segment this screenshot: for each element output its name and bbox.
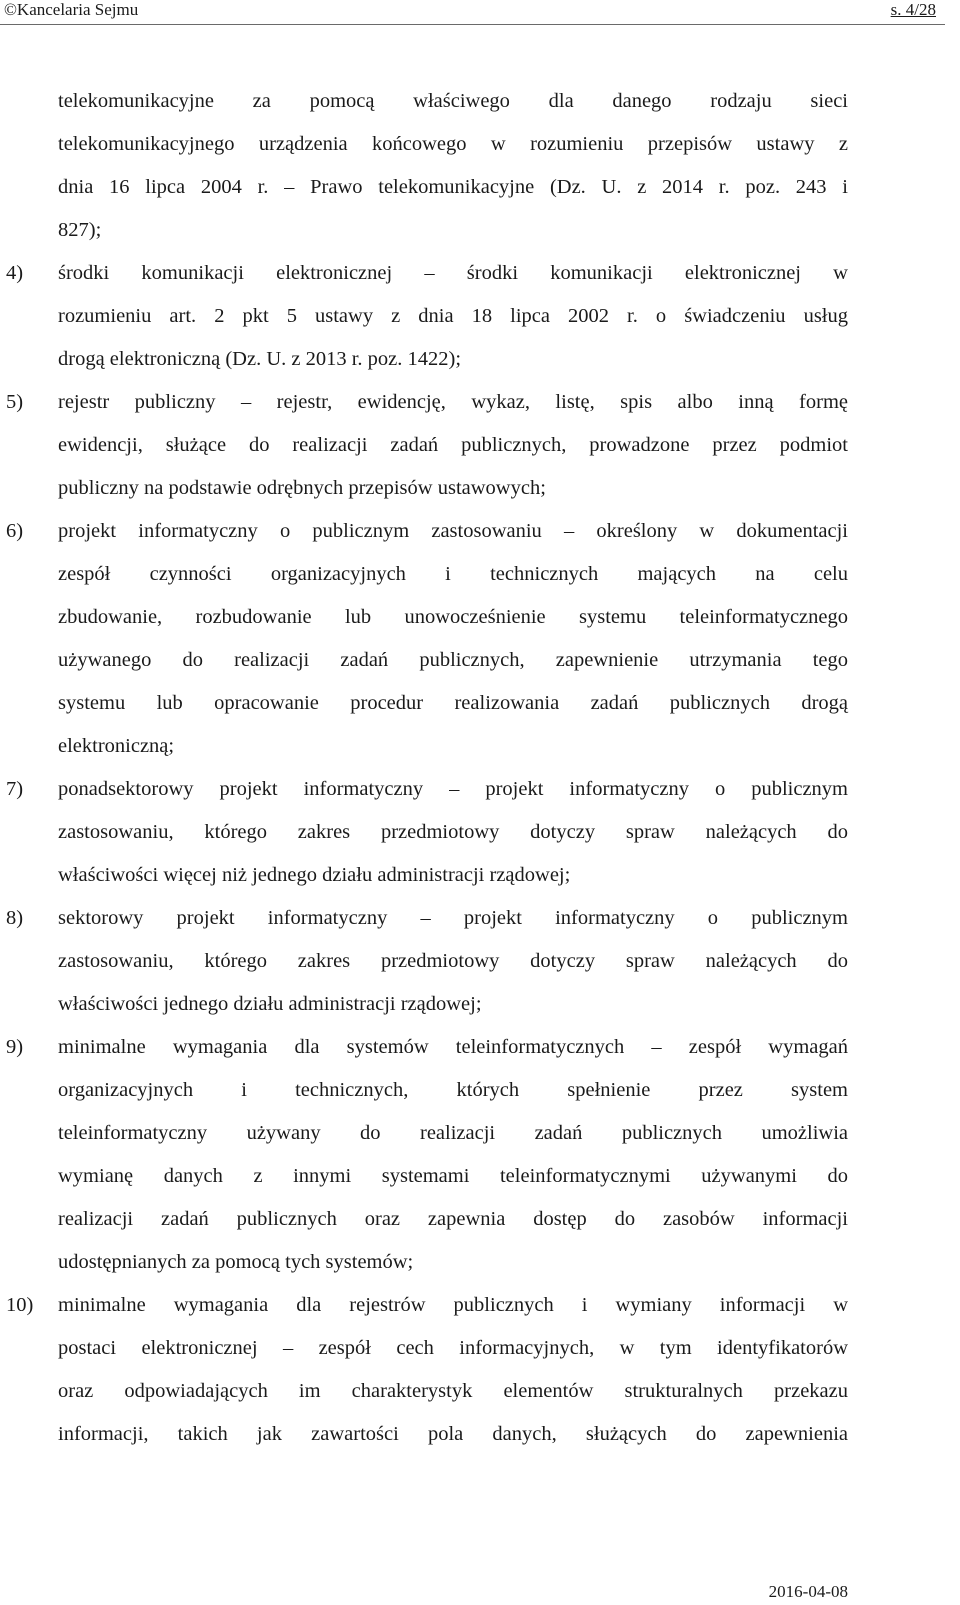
definition-line: systemu lub opracowanie procedur realizowania zadań publicznych drogą [58,692,848,714]
definition-line: minimalne wymagania dla rejestrów publicznych i wymiany informacji w [58,1294,848,1316]
definition-line: minimalne wymagania dla systemów teleinformatycznych – zespół wymagań [58,1036,848,1058]
definition-line: zbudowanie, rozbudowanie lub unowocześnienie systemu teleinformatycznego [58,606,848,628]
definition-line: projekt informatyczny o publicznym zastosowaniu – określony w dokumentacji [58,520,848,542]
definition-line: używanego do realizacji zadań publicznych, zapewnienie utrzymania tego [58,649,848,671]
definition-line: wymianę danych z innymi systemami teleinformatycznymi używanymi do [58,1165,848,1187]
definition-line: zastosowaniu, którego zakres przedmiotowy dotyczy spraw należących do [58,950,848,972]
definition-line: właściwości jednego działu administracji rządowej; [58,993,482,1015]
definition-line: zespół czynności organizacyjnych i technicznych mających na celu [58,563,848,585]
copyright-notice: ©Kancelaria Sejmu [4,0,139,19]
page-number-link[interactable] [891,0,936,20]
continuation-line: dnia 16 lipca 2004 r. – Prawo telekomunikacyjne (Dz. U. z 2014 r. poz. 243 i [58,176,848,198]
continuation-line: telekomunikacyjne za pomocą właściwego dla danego rodzaju sieci [58,90,848,112]
definition-line: teleinformatyczny używany do realizacji zadań publicznych umożliwia [58,1122,848,1144]
definition-line: publiczny na podstawie odrębnych przepisów ustawowych; [58,477,546,499]
item-number: 6) [6,520,24,542]
definition-line: realizacji zadań publicznych oraz zapewnia dostęp do zasobów informacji [58,1208,848,1230]
item-number: 5) [6,391,24,413]
definition-line: sektorowy projekt informatyczny – projekt informatyczny o publicznym [58,907,848,929]
definition-line: postaci elektronicznej – zespół cech informacyjnych, w tym identyfikatorów [58,1337,848,1359]
definition-line: ewidencji, służące do realizacji zadań publicznych, prowadzone przez podmiot [58,434,848,456]
definition-line: udostępnianych za pomocą tych systemów; [58,1251,414,1273]
document-date: 2016-04-08 [768,1582,848,1601]
page-number[interactable]: s. 4/28 [890,0,936,19]
item-number: 7) [6,778,24,800]
definition-line: rejestr publiczny – rejestr, ewidencję, wykaz, listę, spis albo inną formę [58,391,848,413]
definition-line: oraz odpowiadających im charakterystyk elementów strukturalnych przekazu [58,1380,848,1402]
definition-line: środki komunikacji elektronicznej – środki komunikacji elektronicznej w [58,262,848,284]
definition-line: rozumieniu art. 2 pkt 5 ustawy z dnia 18 lipca 2002 r. o świadczeniu usług [58,305,848,327]
item-number: 8) [6,907,24,929]
definition-line: informacji, takich jak zawartości pola danych, służących do zapewnienia [58,1423,848,1445]
definition-line: właściwości więcej niż jednego działu administracji rządowej; [58,864,571,886]
definition-line: zastosowaniu, którego zakres przedmiotowy dotyczy spraw należących do [58,821,848,843]
item-number: 10) [6,1294,34,1316]
definition-line: elektroniczną; [58,735,175,757]
definition-line: organizacyjnych i technicznych, których spełnienie przez system [58,1079,848,1101]
definition-line: drogą elektroniczną (Dz. U. z 2013 r. poz. 1422); [58,348,462,370]
item-number: 9) [6,1036,24,1058]
page-header [0,0,945,25]
item-number: 4) [6,262,24,284]
continuation-line: telekomunikacyjnego urządzenia końcowego w rozumieniu przepisów ustawy z [58,133,848,155]
definition-line: ponadsektorowy projekt informatyczny – projekt informatyczny o publicznym [58,778,848,800]
continuation-line: 827); [58,219,102,241]
